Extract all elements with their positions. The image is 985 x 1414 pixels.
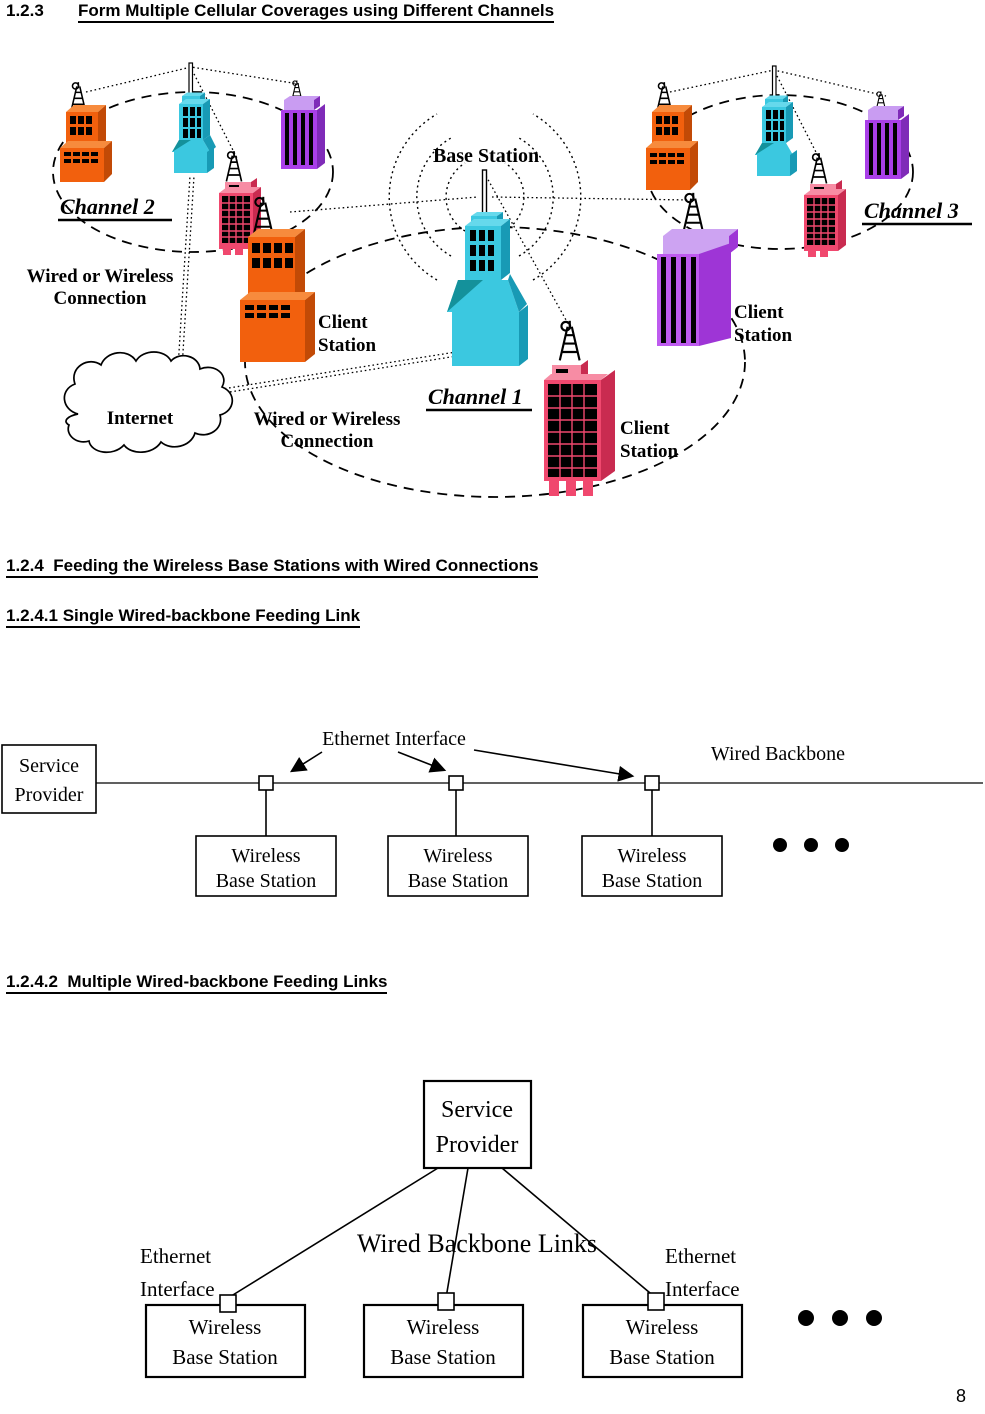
svg-text:Base Station: Base Station <box>172 1345 278 1369</box>
antenna-tower-icon <box>226 151 241 181</box>
svg-text:Wireless: Wireless <box>617 845 687 867</box>
antenna-tower-icon <box>560 321 580 361</box>
svg-text:Base Station: Base Station <box>601 870 703 892</box>
building-purple-client <box>657 193 738 346</box>
antenna-tower-icon <box>684 193 703 231</box>
building-cyan-left-base-station <box>172 63 216 173</box>
heading-1-2-4-title: 1.2.4 Feeding the Wireless Base Stations with Wired Connections <box>6 556 538 578</box>
service-provider-box <box>2 745 96 813</box>
svg-text:Client: Client <box>318 312 368 333</box>
svg-text:Wireless: Wireless <box>188 1315 262 1339</box>
svg-text:Provider: Provider <box>14 784 84 806</box>
page-number: 8 <box>956 1386 967 1406</box>
svg-text:Wireless: Wireless <box>423 845 493 867</box>
heading-1-2-4-2 <box>6 972 387 992</box>
svg-text:Station: Station <box>620 441 679 462</box>
base-station-label: Base Station <box>432 145 540 167</box>
svg-text:Base Station: Base Station <box>609 1345 715 1369</box>
internet-cloud <box>64 352 232 452</box>
svg-text:Wireless: Wireless <box>625 1315 699 1339</box>
wireless-base-station-box-2 <box>364 1305 523 1377</box>
channel-1-label <box>426 384 532 410</box>
svg-text:Base Station: Base Station <box>407 870 509 892</box>
building-purple-left <box>281 80 325 169</box>
ethernet-interface-label-left <box>140 1244 215 1301</box>
drop-links <box>266 790 652 836</box>
service-provider-box <box>424 1081 531 1168</box>
building-pink-right <box>804 153 846 257</box>
heading-1-2-4 <box>6 556 538 576</box>
building-cyan-right-base-station <box>755 66 797 176</box>
heading-1-2-4-1 <box>6 606 360 626</box>
wireless-base-station-box-1 <box>196 836 336 896</box>
antenna-tower-icon <box>811 153 826 183</box>
svg-text:Station: Station <box>734 325 793 346</box>
svg-text:Channel 1: Channel 1 <box>428 384 523 409</box>
internet-label: Internet <box>106 408 174 429</box>
wired-or-wireless-label-left <box>27 266 174 309</box>
wireless-base-station-box-3 <box>583 1305 742 1377</box>
service-provider-label: Service <box>19 755 79 777</box>
svg-text:Wireless: Wireless <box>231 845 301 867</box>
svg-text:Ethernet: Ethernet <box>665 1244 737 1268</box>
figure-multi-backbone <box>0 1075 985 1390</box>
wired-backbone-links-label: Wired Backbone Links <box>356 1229 598 1258</box>
ethernet-interface-label: Ethernet Interface <box>322 728 466 750</box>
figure-single-backbone <box>0 715 985 915</box>
client-station-label-pink <box>620 418 679 462</box>
wireless-base-station-box-3 <box>582 836 722 896</box>
svg-text:Provider: Provider <box>435 1132 519 1158</box>
service-provider-label: Service <box>441 1097 513 1123</box>
svg-text:Interface: Interface <box>665 1277 740 1301</box>
building-orange-right <box>646 82 698 190</box>
channel-3-label <box>862 198 972 224</box>
svg-text:Connection: Connection <box>53 288 147 309</box>
svg-text:Base Station: Base Station <box>215 870 317 892</box>
wireless-base-station-box-2 <box>388 836 528 896</box>
heading-1-2-4-2-title: 1.2.4.2 Multiple Wired-backbone Feeding Links <box>6 972 387 994</box>
client-station-label-orange <box>318 312 377 356</box>
building-purple-right <box>865 91 909 179</box>
svg-text:Station: Station <box>318 335 377 356</box>
building-central-base-station <box>447 170 528 366</box>
svg-text:Client: Client <box>734 302 784 323</box>
svg-text:Channel 2: Channel 2 <box>60 194 155 219</box>
svg-text:Connection: Connection <box>280 431 374 452</box>
ethernet-interface-arrows <box>292 750 632 776</box>
heading-1-2-4-1-title: 1.2.4.1 Single Wired-backbone Feeding Link <box>6 606 360 628</box>
channel-2-label <box>58 194 172 220</box>
wired-or-wireless-label-center <box>254 409 401 452</box>
svg-text:Wireless: Wireless <box>406 1315 480 1339</box>
ellipsis-dots-icon <box>798 1310 882 1326</box>
svg-text:Ethernet: Ethernet <box>140 1244 212 1268</box>
ethernet-interface-label-right <box>665 1244 740 1301</box>
ellipsis-dots-icon <box>773 838 849 852</box>
svg-text:Client: Client <box>620 418 670 439</box>
heading-1-2-3 <box>6 1 554 21</box>
antenna-mast-icon <box>773 66 777 99</box>
building-pink-client <box>544 321 615 496</box>
building-orange-left <box>60 82 112 182</box>
svg-text:Base Station: Base Station <box>390 1345 496 1369</box>
svg-text:Wired or Wireless: Wired or Wireless <box>26 266 174 287</box>
svg-text:Wired or Wireless: Wired or Wireless <box>253 409 401 430</box>
heading-1-2-3-title: Form Multiple Cellular Coverages using Different Channels <box>78 1 554 23</box>
wireless-base-station-box-1 <box>146 1305 305 1377</box>
antenna-mast-icon <box>483 170 487 216</box>
antenna-mast-icon <box>189 63 193 96</box>
figure-cellular-coverage <box>0 55 985 520</box>
svg-text:Channel 3: Channel 3 <box>864 198 959 223</box>
heading-1-2-3-number: 1.2.3 <box>6 1 44 20</box>
wired-backbone-label: Wired Backbone <box>710 743 846 765</box>
client-station-label-purple <box>734 302 793 346</box>
svg-text:Interface: Interface <box>140 1277 215 1301</box>
